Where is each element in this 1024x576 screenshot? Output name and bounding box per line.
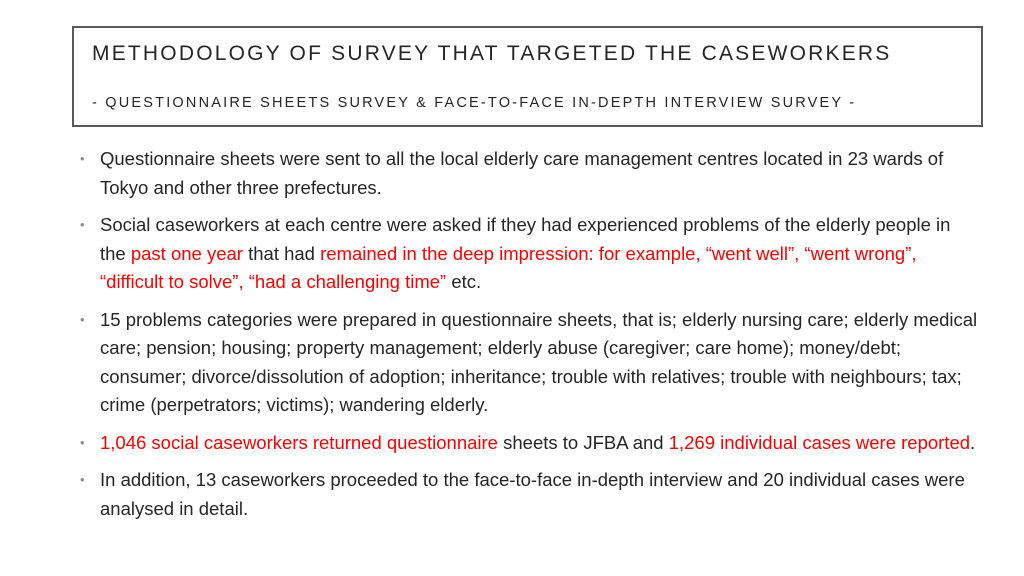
bullet-icon: • — [80, 472, 85, 487]
bullet-2-text-a: Social caseworkers at each centre were asked if they had experienced problems of the elderly people in the — [100, 214, 951, 264]
bullet-4-highlight-b: 1,269 individual cases were reported — [668, 431, 971, 453]
bullet-4-text-b: . — [970, 431, 976, 453]
title-box — [72, 26, 983, 127]
bullet-item-4 — [80, 429, 980, 458]
bullet-2-text-b: that had — [242, 242, 321, 264]
bullet-3-text: 15 problems categories were prepared in questionnaire sheets, that is; elderly nursing care; elderly medical care; pension; housing; property management; elderly abuse (caregiver; care home); money/debt; consumer; divorce/dissolution of adoption; inheritance; trouble with relatives; trouble with neighbours; tax; crime (perpetrators; victims); wandering elderly. — [100, 308, 978, 415]
slide-title: METHODOLOGY OF SURVEY THAT TARGETED THE CASEWORKERS — [92, 42, 892, 65]
bullet-5-text: In addition, 13 caseworkers proceeded to the face-to-face in-depth interview and 20 individual cases were analysed in detail. — [100, 469, 965, 519]
bullet-icon: • — [80, 311, 85, 327]
bullet-icon: • — [80, 151, 85, 166]
bullet-list — [80, 145, 980, 532]
bullet-2-highlight-b: remained in the deep impression: for example, “went well”, “went wrong”, “difficult to solve”, “had a challenging time” — [100, 242, 917, 292]
bullet-item-1 — [80, 145, 980, 202]
bullet-icon: • — [80, 217, 85, 232]
bullet-item-5 — [80, 466, 980, 523]
bullet-item-3 — [80, 306, 980, 420]
bullet-4-text-a: sheets to JFBA and — [497, 431, 669, 453]
bullet-icon: • — [80, 434, 85, 450]
slide-subtitle: - QUESTIONNAIRE SHEETS SURVEY & FACE-TO-FACE IN-DEPTH INTERVIEW SURVEY - — [92, 95, 857, 111]
bullet-1-text: Questionnaire sheets were sent to all the local elderly care management centres located in 23 wards of Tokyo and other three prefectures. — [100, 148, 944, 198]
bullet-2-text-c: etc. — [446, 271, 482, 292]
bullet-item-2 — [80, 211, 980, 297]
bullet-2-highlight-a: past one year — [130, 242, 243, 264]
bullet-4-highlight-a: 1,046 social caseworkers returned questionnaire — [100, 431, 498, 453]
